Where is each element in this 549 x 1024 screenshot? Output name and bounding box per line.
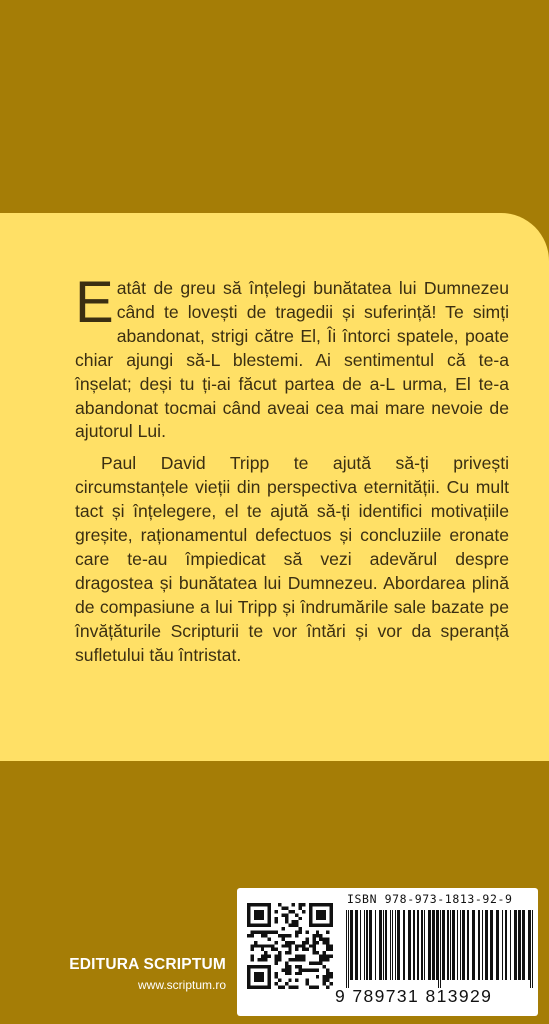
- isbn-label: ISBN 978-973-1813-92-9: [347, 892, 513, 906]
- barcode-bar: [403, 910, 405, 980]
- barcode-bar: [528, 910, 530, 980]
- barcode-bar: [478, 910, 480, 980]
- barcode-bar: [442, 910, 445, 980]
- barcode-bar: [392, 910, 393, 980]
- barcode-bar: [467, 910, 469, 980]
- barcode-bar: [496, 910, 499, 980]
- barcode-bar: [432, 910, 435, 980]
- blurb-text: [75, 270, 509, 668]
- barcode-bar: [383, 910, 384, 980]
- barcode-bar: [355, 910, 358, 980]
- barcode-bar: [462, 910, 465, 980]
- barcode-bar: [413, 910, 415, 980]
- barcode-bar: [450, 910, 451, 980]
- barcode-bar: [482, 910, 483, 980]
- barcode-bar: [472, 910, 475, 980]
- barcode-bar: [514, 910, 517, 980]
- barcode-bar: [364, 910, 365, 980]
- barcode-bar: [375, 910, 376, 980]
- barcode-bar: [360, 910, 361, 980]
- barcode-bar: [385, 910, 387, 980]
- barcode-bar: [417, 910, 419, 980]
- barcode-bar: [518, 910, 521, 980]
- barcode-bar: [379, 910, 382, 980]
- barcode-guard-bar: [440, 910, 441, 988]
- barcode-bar: [408, 910, 411, 980]
- blurb-paragraph-2: Paul David Tripp te ajută să-ți privești circumstanțele vieții din perspectiva eternității. Cu mult tact și înțelegere, el te ajută să-ți identifici motivațiile greșite, raționamentul defectuos și concluziile eronate care te-au împiedicat să vezi adevărul despre dragostea și bunătatea lui Dumnezeu. Abordarea plină de compasiune a lui Tripp și îndrumările sale bazate pe învățăturile Scripturii te vor întări și vor da speranță sufletului tău întristat.: [75, 453, 509, 665]
- barcode-guard-bar: [346, 910, 347, 988]
- blurb-paragraph-1: [75, 270, 509, 444]
- drop-cap: E: [75, 270, 114, 335]
- publisher-block: [50, 956, 226, 992]
- barcode-bar: [428, 910, 431, 980]
- blurb-paragraph-1-text: atât de greu să înțelegi bunătatea lui Dumnezeu când te lovești de tragedii și suferință! Te simți abandonat, strigi către El, Îi întorci spatele, poate chiar ajungi să-L blestemi. Ai sentimentul că te-a înșelat; deși tu ți-ai făcut partea de a-L urma, El te-a abandonat tocmai când aveai cea mai mare nevoie de ajutorul Lui.: [75, 278, 509, 442]
- barcode-bar: [457, 910, 458, 980]
- barcode-bar: [485, 910, 488, 980]
- qr-modules: [247, 903, 333, 989]
- barcode-digits: 9 789731 813929: [335, 986, 493, 1006]
- barcode-bar: [447, 910, 449, 980]
- barcode-guard-bar: [530, 910, 531, 988]
- barcode-guard-bar: [348, 910, 349, 988]
- barcode-bar: [369, 910, 372, 980]
- barcode-bar: [490, 910, 493, 980]
- barcode-bar: [522, 910, 525, 980]
- barcode-bar: [366, 910, 368, 980]
- qr-code-icon: [247, 903, 333, 989]
- barcode-bar: [502, 910, 503, 980]
- barcode-bar: [395, 910, 396, 980]
- barcode-bar: [397, 910, 400, 980]
- publisher-name: EDITURA SCRIPTUM: [69, 956, 226, 973]
- barcode-bar: [421, 910, 423, 980]
- barcode-icon: [346, 910, 534, 988]
- barcode-bar: [390, 910, 391, 980]
- blurb-panel: [0, 213, 549, 761]
- barcode-bar: [505, 910, 507, 980]
- barcode-bar: [350, 910, 353, 980]
- publisher-website: www.scriptum.ro: [137, 978, 226, 992]
- barcode-bar: [424, 910, 425, 980]
- barcode-guard-bar: [438, 910, 439, 988]
- barcode-guard-bar: [532, 910, 533, 988]
- barcode-bar: [452, 910, 455, 980]
- barcode-bar: [436, 910, 438, 980]
- barcode-bar: [510, 910, 511, 980]
- barcode-bar: [460, 910, 461, 980]
- isbn-code-box: [237, 888, 538, 1016]
